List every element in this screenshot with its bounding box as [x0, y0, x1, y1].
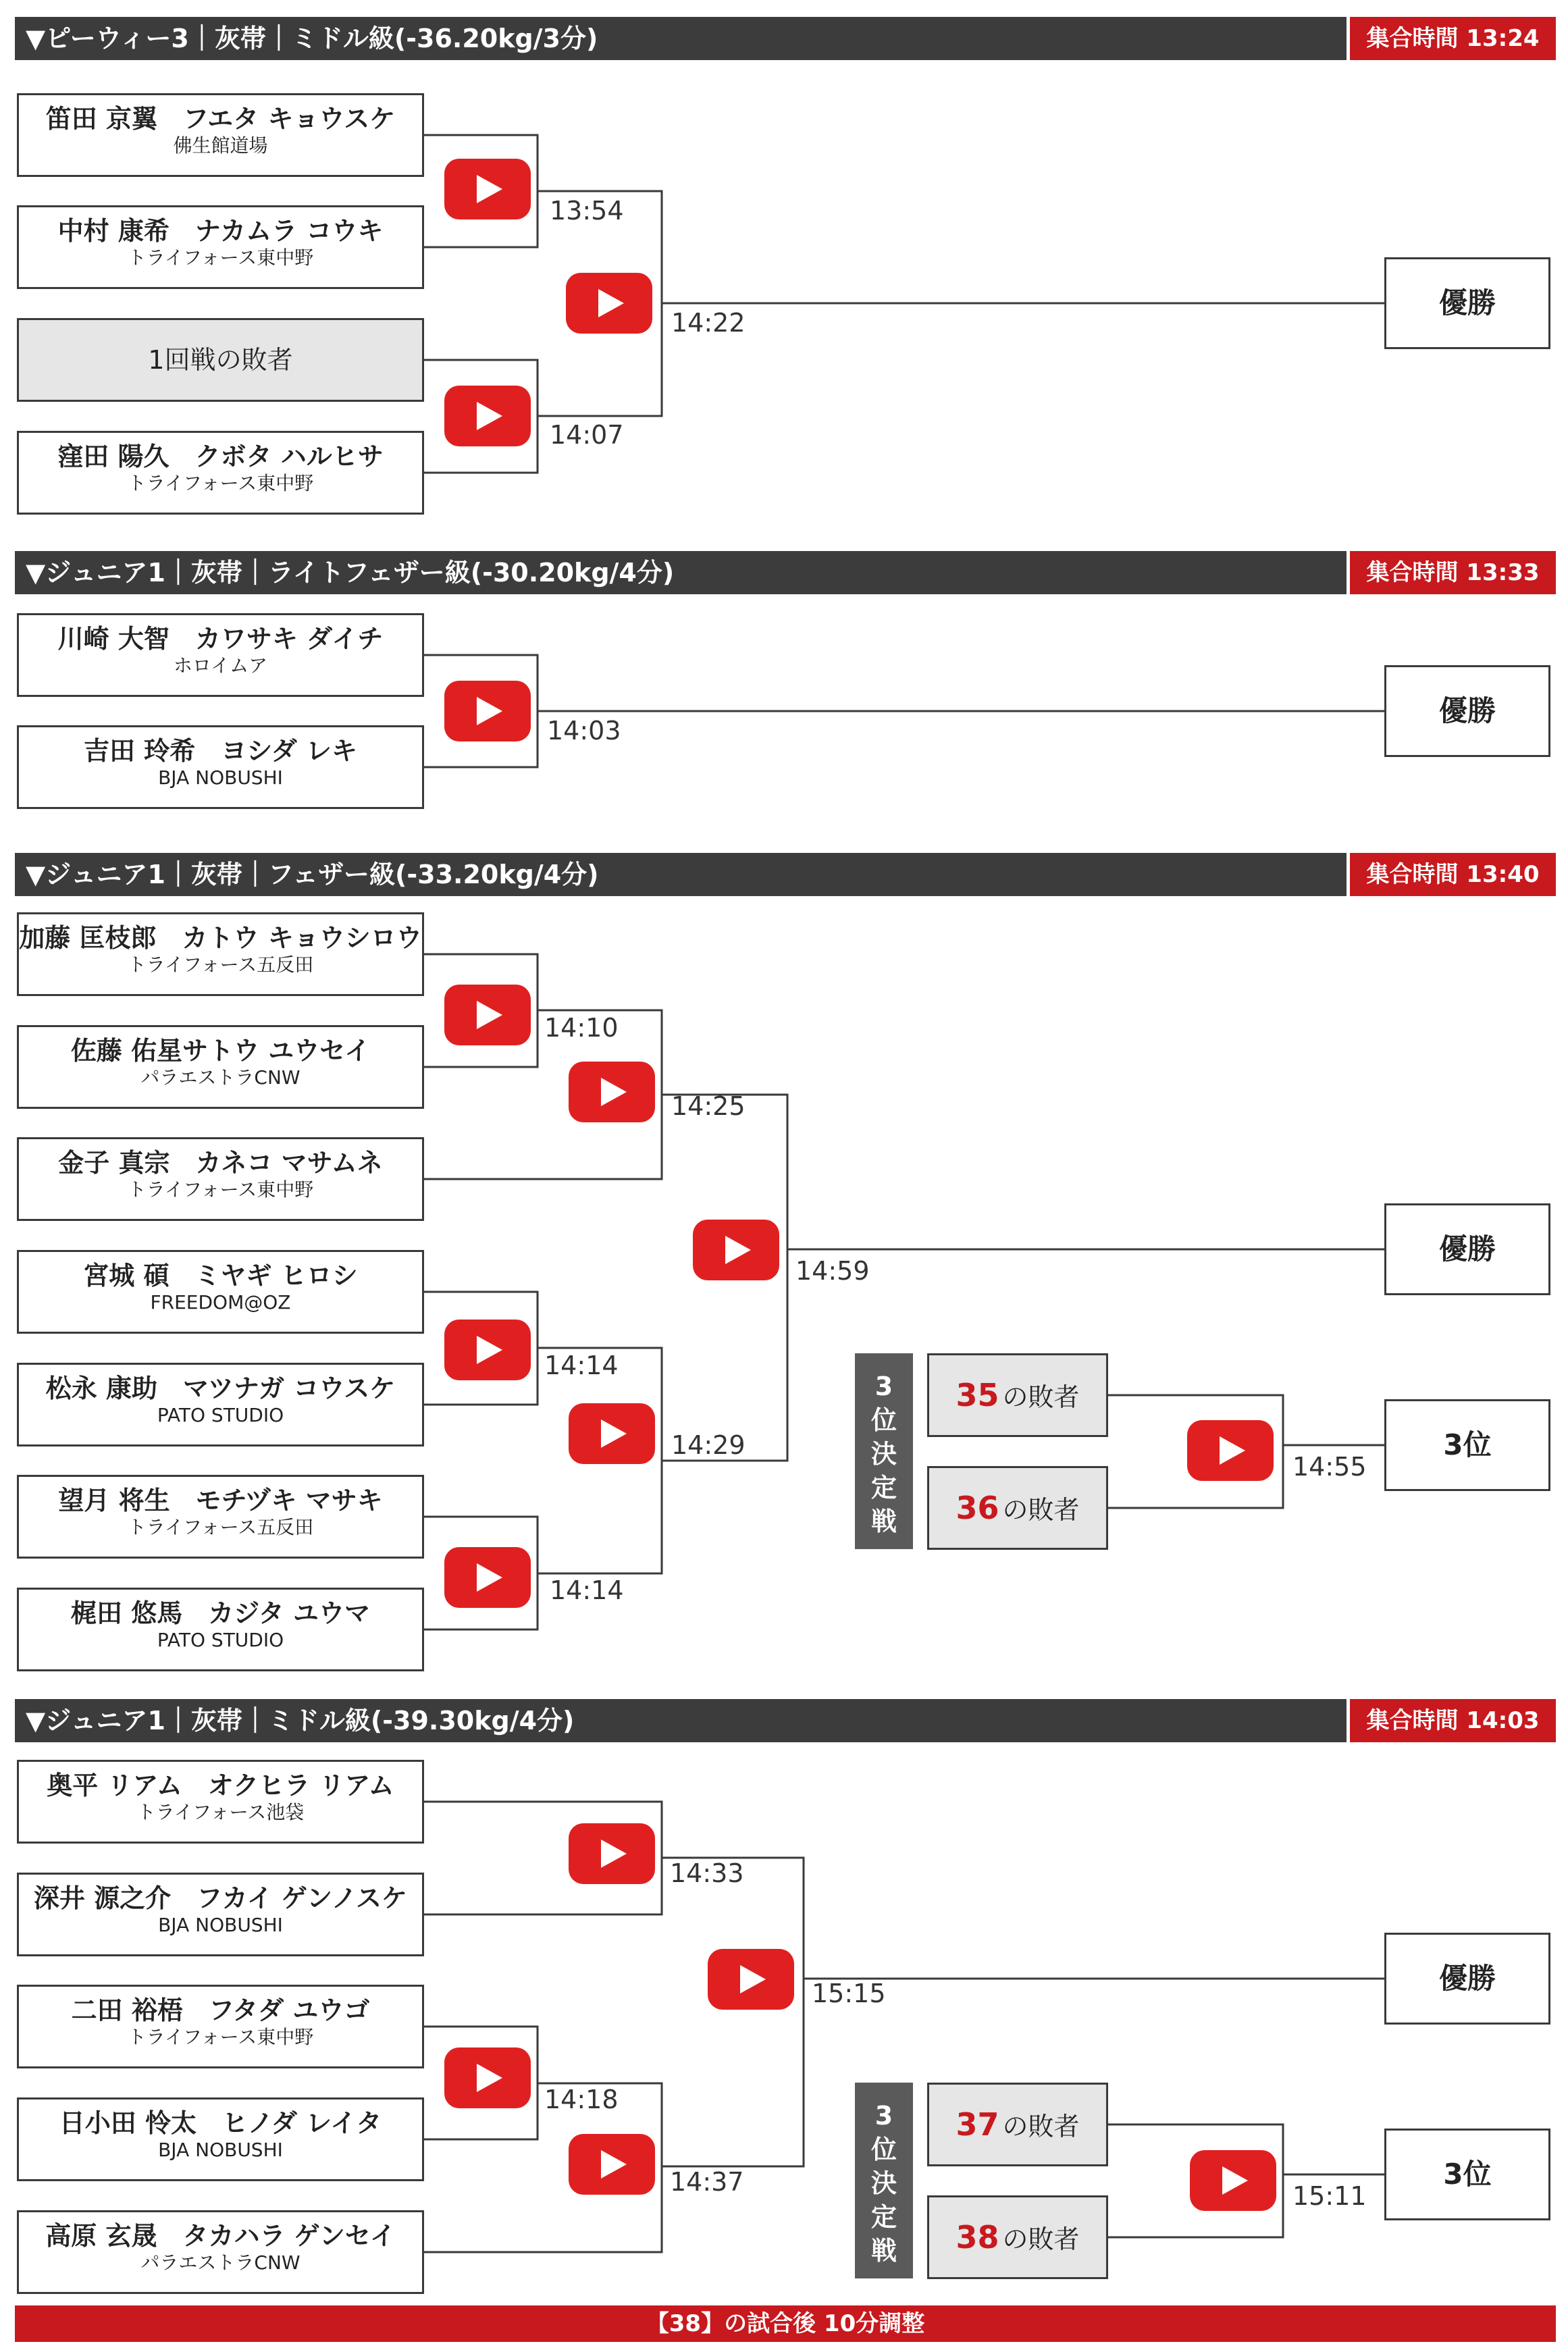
winner-box: 優勝 [1384, 1933, 1550, 2025]
section-header [15, 551, 1556, 594]
competitor-card [17, 912, 424, 996]
competitor-club: ホロイムア [173, 654, 268, 677]
competitor-name: 高原 玄晟 タカハラ ゲンセイ [45, 2221, 396, 2251]
play-video-icon[interactable] [1190, 2150, 1276, 2211]
competitor-name: 深井 源之介 フカイ ゲンノスケ [33, 1883, 408, 1913]
competitor-club: トライフォース五反田 [127, 1516, 314, 1538]
section-header [15, 17, 1556, 60]
competitor-club: FREEDOM@OZ [150, 1291, 291, 1313]
competitor-name: 中村 康希 ナカムラ コウキ [57, 216, 384, 246]
competitor-club: トライフォース東中野 [127, 2026, 314, 2048]
competitor-club: PATO STUDIO [157, 1629, 284, 1651]
loser-label: の敗者 [1002, 2112, 1080, 2141]
winner-box: 優勝 [1384, 257, 1550, 349]
competitor-club: トライフォース池袋 [136, 1801, 305, 1823]
play-video-icon[interactable] [693, 1220, 779, 1280]
third-place-playoff-label [855, 1353, 913, 1549]
section-title: ▼ジュニア1｜灰帯｜フェザー級(-33.20kg/4分) [26, 860, 599, 889]
match-time: 14:29 [671, 1430, 746, 1460]
competitor-name: 奥平 リアム オクヒラ リアム [47, 1771, 394, 1800]
assembly-time: 集合時間 13:40 [1347, 853, 1556, 896]
competitor-name: 笛田 京翼 フエタ キョウスケ [45, 104, 396, 134]
competitor-card [17, 1588, 424, 1671]
winner-box: 優勝 [1384, 665, 1550, 757]
playoff-char: 位 [870, 1405, 897, 1435]
competitor-name: 宮城 碩 ミヤギ ヒロシ [83, 1261, 358, 1290]
assembly-time: 集合時間 14:03 [1347, 1699, 1556, 1742]
play-video-icon[interactable] [708, 1949, 794, 2010]
section-header [15, 853, 1556, 896]
match-time: 14:14 [544, 1351, 619, 1380]
playoff-char: 決 [870, 1439, 897, 1469]
playoff-char: 戦 [870, 2236, 897, 2266]
competitor-name: 川崎 大智 カワサキ ダイチ [57, 624, 384, 654]
competitor-card [17, 1363, 424, 1446]
competitor-club: トライフォース東中野 [127, 246, 314, 269]
playoff-char: 決 [870, 2168, 897, 2198]
loser-slot [927, 2195, 1108, 2279]
competitor-club: トライフォース五反田 [127, 954, 314, 976]
competitor-club: パラエストラCNW [140, 2251, 300, 2274]
assembly-time: 集合時間 13:24 [1347, 17, 1556, 60]
match-time: 14:33 [670, 1858, 744, 1888]
competitor-card [17, 2210, 424, 2294]
competitor-name: 梶田 悠馬 カジタ ユウマ [71, 1598, 370, 1628]
competitor-name: 望月 将生 モチヅキ マサキ [58, 1486, 383, 1515]
competitor-name: 1回戦の敗者 [148, 345, 293, 375]
playoff-char: 定 [870, 2202, 897, 2232]
competitor-card [17, 613, 424, 697]
section-title: ▼ピーウィー3｜灰帯｜ミドル級(-36.20kg/3分) [26, 24, 598, 53]
play-video-icon[interactable] [444, 681, 531, 741]
competitor-name: 吉田 玲希 ヨシダ レキ [84, 736, 357, 766]
loser-match-number: 38 [956, 2219, 999, 2255]
play-video-icon[interactable] [444, 2047, 531, 2108]
loser-match-number: 37 [956, 2106, 999, 2143]
play-video-icon[interactable] [1187, 1420, 1274, 1481]
competitor-name: 二田 裕梧 フタダ ユウゴ [71, 1995, 370, 2025]
competitor-card [17, 205, 424, 289]
third-place-box: 3位 [1384, 1399, 1550, 1491]
section-header [15, 1699, 1556, 1742]
match-time: 15:11 [1292, 2181, 1367, 2211]
match-time: 13:54 [550, 196, 624, 226]
competitor-name: 金子 真宗 カネコ マサムネ [58, 1148, 383, 1178]
third-place-box: 3位 [1384, 2129, 1550, 2220]
loser-slot [927, 2083, 1108, 2166]
competitor-club: パラエストラCNW [140, 1066, 300, 1089]
match-time: 14:37 [670, 2167, 744, 2197]
competitor-club: トライフォース東中野 [127, 472, 314, 494]
competitor-club: BJA NOBUSHI [158, 1914, 283, 1936]
competitor-card [17, 1250, 424, 1334]
competitor-card [17, 2097, 424, 2181]
assembly-time: 集合時間 13:33 [1347, 551, 1556, 594]
play-video-icon[interactable] [569, 2134, 655, 2195]
competitor-card [17, 93, 424, 177]
section-title: ▼ジュニア1｜灰帯｜ライトフェザー級(-30.20kg/4分) [26, 558, 675, 588]
playoff-char: 3 [874, 2101, 893, 2131]
competitor-name: 松永 康助 マツナガ コウスケ [45, 1374, 396, 1403]
play-video-icon[interactable] [569, 1823, 655, 1884]
play-video-icon[interactable] [444, 985, 531, 1045]
competitor-club: PATO STUDIO [157, 1404, 284, 1426]
loser-slot [927, 1353, 1108, 1437]
loser-slot [927, 1466, 1108, 1550]
match-time: 14:03 [547, 716, 621, 746]
competitor-card [17, 1137, 424, 1221]
third-place-playoff-label [855, 2083, 913, 2278]
match-time: 14:22 [671, 308, 746, 338]
competitor-card [17, 1985, 424, 2068]
competitor-club: 佛生館道場 [173, 134, 268, 157]
playoff-char: 3 [874, 1372, 893, 1401]
competitor-card [17, 1025, 424, 1109]
competitor-card [17, 318, 424, 402]
section-title: ▼ジュニア1｜灰帯｜ミドル級(-39.30kg/4分) [26, 1706, 575, 1736]
play-video-icon[interactable] [444, 1547, 531, 1608]
match-time: 15:15 [812, 1979, 886, 2008]
playoff-char: 戦 [870, 1507, 897, 1536]
play-video-icon[interactable] [566, 273, 652, 334]
match-time: 14:07 [550, 420, 624, 450]
winner-box: 優勝 [1384, 1203, 1550, 1295]
competitor-club: BJA NOBUSHI [158, 2139, 283, 2161]
competitor-card [17, 1475, 424, 1559]
competitor-card [17, 725, 424, 809]
competitor-club: トライフォース東中野 [127, 1178, 314, 1201]
loser-label: の敗者 [1002, 1495, 1080, 1525]
play-video-icon[interactable] [444, 1320, 531, 1380]
playoff-char: 定 [870, 1473, 897, 1503]
play-video-icon[interactable] [569, 1062, 655, 1122]
match-time: 14:14 [550, 1575, 624, 1605]
playoff-char: 位 [870, 2135, 897, 2164]
match-time: 14:18 [544, 2085, 619, 2114]
loser-match-number: 35 [956, 1377, 999, 1413]
competitor-card [17, 1760, 424, 1844]
match-time: 14:10 [544, 1013, 619, 1043]
competitor-card [17, 1873, 424, 1956]
match-time: 14:25 [671, 1091, 746, 1121]
loser-match-number: 36 [956, 1490, 999, 1526]
play-video-icon[interactable] [444, 159, 531, 219]
competitor-name: 加藤 匡枝郎 カトウ キョウシロウ [19, 923, 422, 953]
match-time: 14:59 [795, 1256, 870, 1286]
competitor-club: BJA NOBUSHI [158, 766, 283, 789]
competitor-name: 佐藤 佑星サトウ ユウセイ [70, 1036, 371, 1066]
competitor-name: 窪田 陽久 クボタ ハルヒサ [57, 442, 384, 471]
play-video-icon[interactable] [569, 1403, 655, 1464]
match-time: 14:55 [1292, 1452, 1367, 1482]
loser-label: の敗者 [1002, 1382, 1080, 1412]
loser-label: の敗者 [1002, 2224, 1080, 2254]
competitor-name: 日小田 怜太 ヒノダ レイタ [59, 2108, 382, 2138]
play-video-icon[interactable] [444, 386, 531, 446]
schedule-note-banner: 【38】の試合後 10分調整 [15, 2305, 1556, 2342]
competitor-card [17, 431, 424, 515]
